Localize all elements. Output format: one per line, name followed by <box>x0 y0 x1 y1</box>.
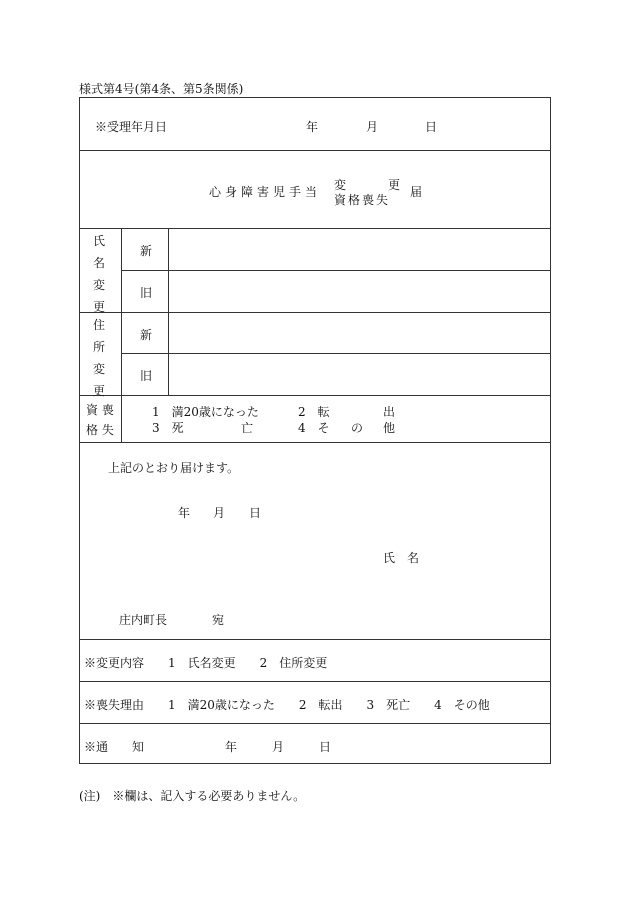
divider <box>168 228 169 395</box>
name-change-label: 氏 名 変 更 <box>92 234 105 314</box>
addressee-honorific: 宛 <box>212 613 225 627</box>
notice-year: 年 <box>225 740 238 754</box>
title-suffix: 届 <box>410 185 423 199</box>
notice-month: 月 <box>272 740 285 754</box>
address-old-label: 旧 <box>140 369 153 383</box>
address-new-label: 新 <box>140 328 153 342</box>
declaration-month: 月 <box>213 506 226 520</box>
applicant-name-label: 氏 名 <box>383 551 420 565</box>
loss-reason-death: 3 死 <box>152 421 184 435</box>
name-old-field[interactable] <box>170 272 548 310</box>
address-change-label: 住 所 変 更 <box>92 318 105 398</box>
receipt-month: 月 <box>366 120 379 134</box>
divider <box>121 270 551 271</box>
receipt-day: 日 <box>425 120 438 134</box>
divider <box>79 312 551 313</box>
title-change: 変 更 <box>334 178 407 192</box>
loss-reason-moveout: 2 転 <box>298 405 330 419</box>
divider <box>79 442 551 443</box>
declaration-year: 年 <box>178 506 191 520</box>
divider <box>121 353 551 354</box>
receipt-year: 年 <box>306 120 319 134</box>
divider <box>79 395 551 396</box>
declaration-text: 上記のとおり届けます。 <box>108 461 240 475</box>
loss-reason-death-b: 亡 <box>241 421 254 435</box>
address-new-field[interactable] <box>170 314 548 351</box>
form-number: 様式第4号(第4条、第5条関係) <box>79 82 244 96</box>
divider <box>79 150 551 151</box>
notice-day: 日 <box>319 740 332 754</box>
divider <box>79 681 551 682</box>
addressee: 庄内町長 <box>119 613 168 627</box>
name-old-label: 旧 <box>140 286 153 300</box>
title-loss: 資格喪失 <box>334 193 391 207</box>
address-old-field[interactable] <box>170 355 548 393</box>
loss-label-bottom: 格 失 <box>86 423 114 437</box>
divider <box>121 228 122 442</box>
loss-reason-other-b: の <box>351 421 364 435</box>
change-content-row: ※変更内容 1 氏名変更 2 住所変更 <box>84 656 328 670</box>
divider <box>79 723 551 724</box>
receipt-label: ※受理年月日 <box>95 120 168 134</box>
declaration-day: 日 <box>249 506 262 520</box>
divider <box>79 639 551 640</box>
loss-label-top: 資 喪 <box>86 403 114 417</box>
name-new-field[interactable] <box>170 230 548 268</box>
notice-label: ※通 知 <box>84 740 145 754</box>
loss-reason-row: ※喪失理由 1 満20歳になった 2 転出 3 死亡 4 その他 <box>84 698 490 712</box>
loss-reason-other-c: 他 <box>383 421 396 435</box>
loss-reason-moveout-b: 出 <box>383 405 396 419</box>
loss-reason-other: 4 そ <box>298 421 330 435</box>
title-main: 心身障害児手当 <box>209 185 322 199</box>
footnote: (注) ※欄は、記入する必要ありません。 <box>79 789 306 803</box>
name-new-label: 新 <box>140 244 153 258</box>
divider <box>79 228 551 229</box>
loss-reason-age: 1 満20歳になった <box>152 405 259 419</box>
